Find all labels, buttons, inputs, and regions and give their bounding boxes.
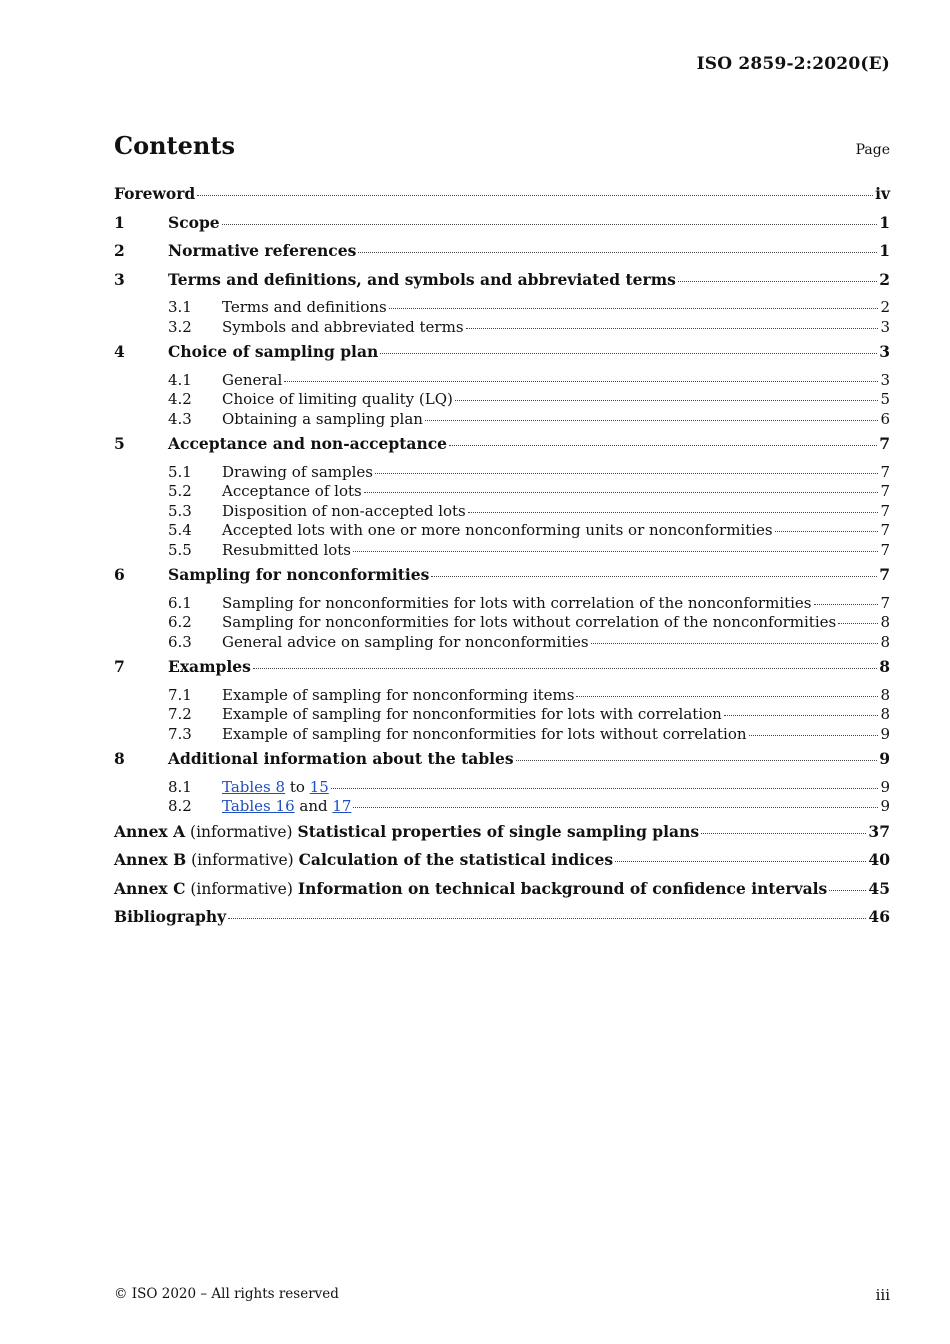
- dot-leader: [576, 695, 878, 697]
- dot-leader: [253, 667, 877, 669]
- dot-leader: [425, 419, 878, 421]
- toc-entry-annex-c[interactable]: [114, 879, 890, 908]
- toc-page: 45: [868, 878, 890, 898]
- toc-label: Choice of limiting quality (LQ): [222, 390, 453, 408]
- toc-page: 8: [880, 705, 890, 723]
- toc-label: [114, 879, 827, 898]
- toc-page: 8: [880, 685, 890, 704]
- dot-leader: [724, 714, 879, 716]
- dot-leader: [591, 642, 879, 644]
- toc-page: 5: [880, 390, 890, 408]
- toc-label: Resubmitted lots: [222, 540, 352, 559]
- toc-entry-4-1[interactable]: [114, 371, 890, 391]
- toc-number: 8.1: [168, 777, 192, 796]
- toc-number: 2: [114, 241, 125, 260]
- toc-number: 5.1: [168, 462, 192, 481]
- dot-leader: [615, 860, 866, 862]
- page-title: Contents: [114, 131, 235, 160]
- toc-page: iv: [875, 184, 890, 203]
- toc-label: Normative references: [168, 241, 357, 260]
- toc-page: 8: [880, 613, 890, 631]
- dot-leader: [701, 832, 866, 834]
- toc-label: Foreword: [114, 184, 196, 203]
- toc-label: Sampling for nonconformities for lots with correlation of the nonconformities: [222, 593, 812, 612]
- toc-label: Terms and definitions: [222, 298, 387, 316]
- toc-label: Obtaining a sampling plan: [222, 409, 423, 428]
- toc-label: [114, 850, 613, 869]
- toc-page: 37: [868, 821, 890, 841]
- annex-type: (informative): [185, 822, 298, 841]
- annex-title: Information on technical background of confidence intervals: [297, 878, 828, 898]
- toc-label: General advice on sampling for nonconformities: [222, 632, 589, 651]
- toc-page: 2: [880, 298, 890, 316]
- toc-number: 4: [114, 342, 125, 361]
- toc-label: Example of sampling for nonconforming items: [222, 685, 575, 704]
- toc-entry-6-3[interactable]: [114, 633, 890, 653]
- toc-entry-8-1[interactable]: [114, 778, 890, 798]
- toc-entry-6-2[interactable]: [114, 613, 890, 633]
- toc-number: 5.3: [168, 501, 192, 520]
- toc-page: 8: [879, 657, 890, 676]
- range-joiner: and: [294, 797, 333, 815]
- toc-entry-4-2[interactable]: [114, 390, 890, 410]
- toc-page: 8: [880, 632, 890, 651]
- toc-page: 9: [880, 777, 890, 796]
- toc-page: 46: [868, 907, 890, 926]
- toc-label: Acceptance of lots: [222, 482, 362, 500]
- toc-label: Sampling for nonconformities: [168, 565, 430, 584]
- title-row: [114, 131, 890, 160]
- toc-number: 6.3: [168, 632, 192, 651]
- dot-leader: [516, 759, 878, 761]
- toc-label: Example of sampling for nonconformities for lots with correlation: [222, 705, 722, 723]
- toc-page: 9: [879, 749, 890, 768]
- dot-leader: [228, 917, 866, 919]
- toc-entry-7-1[interactable]: [114, 686, 890, 706]
- toc-entry-6[interactable]: [114, 565, 890, 594]
- toc-entry-5-3[interactable]: [114, 502, 890, 522]
- toc-number: 6: [114, 565, 125, 584]
- table-15-link[interactable]: 15: [309, 777, 329, 796]
- toc-number: 7: [114, 657, 125, 676]
- toc-label: Examples: [168, 657, 251, 676]
- toc-entry-6-1[interactable]: [114, 594, 890, 614]
- dot-leader: [749, 734, 879, 736]
- toc-label: Additional information about the tables: [168, 749, 514, 768]
- toc-page: 6: [880, 409, 890, 428]
- toc-entry-5-2[interactable]: [114, 482, 890, 502]
- toc-page: 9: [880, 724, 890, 743]
- dot-leader: [455, 399, 879, 401]
- dot-leader: [389, 307, 879, 309]
- toc-label: Example of sampling for nonconformities for lots without correlation: [222, 724, 747, 743]
- dot-leader: [838, 622, 878, 624]
- toc-number: 3.1: [168, 298, 192, 316]
- toc-page: 3: [879, 342, 890, 361]
- toc-entry-1[interactable]: [114, 213, 890, 242]
- dot-leader: [222, 223, 878, 225]
- page-footer: [114, 1286, 890, 1304]
- toc-entry-3-1[interactable]: [114, 298, 890, 318]
- toc-entry-4[interactable]: [114, 342, 890, 371]
- toc-label: [222, 797, 351, 815]
- toc-page: 9: [880, 797, 890, 815]
- dot-leader: [775, 530, 879, 532]
- toc-page: 7: [879, 434, 890, 453]
- toc-label: [222, 778, 329, 796]
- annex-title: Calculation of the statistical indices: [298, 850, 614, 869]
- tables-16-link[interactable]: Tables 16: [222, 797, 295, 815]
- dot-leader: [331, 787, 879, 789]
- toc-entry-7-3[interactable]: [114, 725, 890, 745]
- annex-prefix: Annex A: [114, 821, 186, 841]
- page-number: iii: [875, 1286, 890, 1304]
- annex-type: (informative): [185, 879, 298, 898]
- toc-entry-7[interactable]: [114, 657, 890, 686]
- toc-number: 8.2: [168, 797, 192, 815]
- page-column-label: Page: [855, 142, 890, 158]
- toc-entry-3-2[interactable]: [114, 318, 890, 338]
- toc-entry-7-2[interactable]: [114, 705, 890, 725]
- toc-entry-8[interactable]: [114, 749, 890, 778]
- toc-page: 7: [880, 593, 890, 612]
- dot-leader: [678, 280, 877, 282]
- toc-label: General: [222, 370, 283, 389]
- dot-leader: [829, 889, 866, 891]
- annex-prefix: Annex C: [114, 878, 186, 898]
- toc-entry-5[interactable]: [114, 434, 890, 463]
- toc-label: [114, 822, 699, 841]
- toc-page: 7: [879, 565, 890, 584]
- toc-number: 5.4: [168, 521, 192, 539]
- annex-prefix: Annex B: [114, 850, 187, 869]
- toc-entry-8-2[interactable]: [114, 797, 890, 817]
- toc-label: Choice of sampling plan: [168, 342, 379, 361]
- toc-label: Acceptance and non-acceptance: [168, 434, 448, 453]
- toc-page: 2: [879, 269, 890, 289]
- toc-number: 6.2: [168, 613, 192, 631]
- toc-entry-5-5[interactable]: [114, 541, 890, 561]
- toc-entry-4-3[interactable]: [114, 410, 890, 430]
- range-joiner: to: [285, 777, 310, 796]
- dot-leader: [431, 575, 877, 577]
- toc-page: 40: [868, 850, 890, 869]
- toc-page: 7: [880, 482, 890, 500]
- annex-type: (informative): [186, 851, 299, 869]
- toc-number: 5.5: [168, 540, 192, 559]
- toc-page: 3: [880, 370, 890, 389]
- toc-entry-annex-a[interactable]: [114, 822, 890, 851]
- toc-page: 1: [879, 212, 890, 232]
- toc-label: Scope: [168, 212, 220, 232]
- toc-label: Bibliography: [114, 907, 227, 926]
- dot-leader: [358, 251, 877, 253]
- toc-page: 7: [880, 521, 890, 539]
- dot-leader: [364, 491, 879, 493]
- tables-8-link[interactable]: Tables 8: [222, 777, 286, 796]
- toc-label: Sampling for nonconformities for lots without correlation of the nonconformities: [222, 613, 837, 631]
- toc-number: 5.2: [168, 482, 192, 500]
- dot-leader: [353, 550, 878, 552]
- toc-number: 5: [114, 434, 125, 453]
- toc-number: 4.2: [168, 390, 192, 408]
- dot-leader: [814, 603, 879, 605]
- toc-label: Disposition of non-accepted lots: [222, 501, 466, 520]
- toc-page: 7: [880, 540, 890, 559]
- toc-number: 7.1: [168, 685, 192, 704]
- toc-number: 8: [114, 749, 125, 768]
- annex-title: Statistical properties of single sampling plans: [297, 821, 700, 841]
- dot-leader: [449, 444, 877, 446]
- toc-entry-bibliography[interactable]: [114, 907, 890, 936]
- toc-page: 7: [880, 462, 890, 481]
- toc-page: 3: [880, 317, 890, 336]
- table-of-contents: [114, 184, 890, 936]
- document-id: ISO 2859-2:2020(E): [696, 54, 890, 74]
- toc-entry-3[interactable]: [114, 270, 890, 299]
- toc-entry-2[interactable]: [114, 241, 890, 270]
- dot-leader: [468, 511, 879, 513]
- toc-entry-5-4[interactable]: [114, 521, 890, 541]
- toc-label: Accepted lots with one or more nonconforming units or nonconformities: [222, 521, 773, 539]
- toc-number: 1: [114, 212, 125, 232]
- toc-number: 7.2: [168, 705, 192, 723]
- copyright-notice: © ISO 2020 – All rights reserved: [114, 1286, 339, 1302]
- dot-leader: [197, 194, 873, 196]
- table-17-link[interactable]: 17: [332, 797, 352, 815]
- toc-number: 4.3: [168, 409, 192, 428]
- dot-leader: [284, 380, 878, 382]
- toc-page: 7: [880, 501, 890, 520]
- dot-leader: [375, 472, 878, 474]
- toc-number: 4.1: [168, 370, 192, 389]
- toc-entry-5-1[interactable]: [114, 463, 890, 483]
- dot-leader: [466, 327, 879, 329]
- toc-entry-annex-b[interactable]: [114, 850, 890, 879]
- toc-entry-foreword[interactable]: [114, 184, 890, 213]
- dot-leader: [353, 806, 878, 808]
- toc-number: 6.1: [168, 593, 192, 612]
- dot-leader: [380, 352, 877, 354]
- toc-label: Terms and definitions, and symbols and abbreviated terms: [168, 269, 676, 289]
- toc-number: 3.2: [168, 317, 192, 336]
- toc-label: Symbols and abbreviated terms: [222, 317, 464, 336]
- toc-number: 7.3: [168, 724, 192, 743]
- toc-number: 3: [114, 269, 125, 289]
- toc-label: Drawing of samples: [222, 462, 373, 481]
- toc-page: 1: [879, 241, 890, 260]
